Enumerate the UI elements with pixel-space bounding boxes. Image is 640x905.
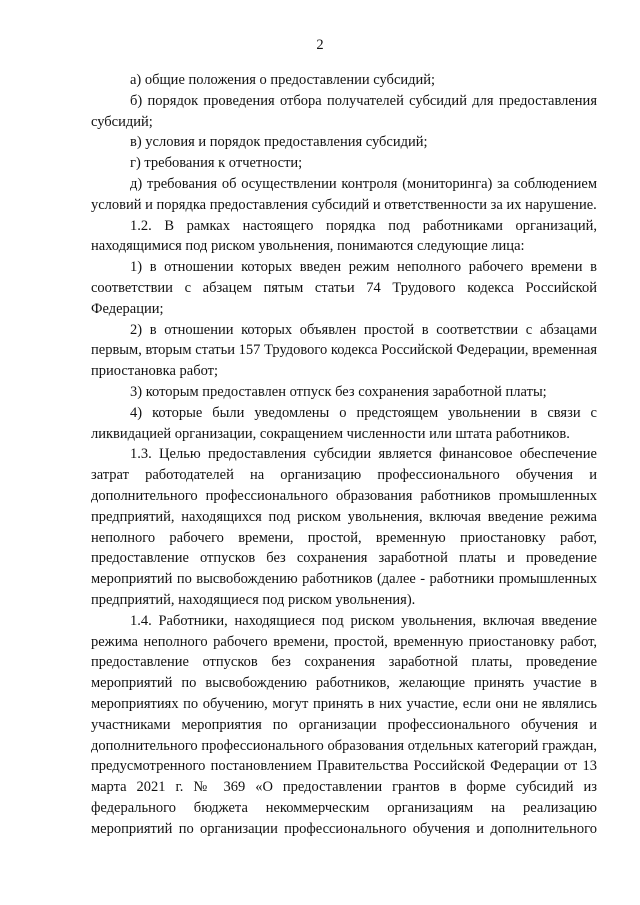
paragraph-selection-procedure: б) порядок проведения отбора получателей субсидий для предоставления субсидий; bbox=[91, 92, 597, 130]
document-body bbox=[91, 70, 597, 839]
paragraph-subsidy-general: а) общие положения о предоставлении субсидий; bbox=[130, 72, 436, 88]
paragraph-1-4: 1.4. Работники, находящиеся под риском увольнения, включая введение режима неполного рабочего времени, простой, временную приостановку работ, предоставление отпусков без сохранения заработной платы, проведение мероприятий по высвобождению работников, желающие принять участие в мероприятиях по обучению, могут принять в них участие, если они не являлись участниками мероприятия по организации профессионального обучения и дополнительного профессионального образования отдельных категорий граждан, предусмотренного постановлением Правительства Российской Федерации от 13 марта 2021 г. № 369 «О предоставлении грантов в форме субсидий из федерального бюджета некоммерческим организациям на реализацию мероприятий по организации профессионального обучения и дополнительного bbox=[91, 612, 597, 837]
paragraph-1-2: 1.2. В рамках настоящего порядка под работниками организаций, находящимися под риском увольнения, понимаются следующие лица: bbox=[91, 217, 597, 255]
paragraph-reporting: г) требования к отчетности; bbox=[130, 155, 303, 172]
page-number: 2 bbox=[316, 37, 324, 53]
paragraph-control: д) требования об осуществлении контроля (мониторинга) за соблюдением условий и порядка предоставления субсидий и ответственности за их нарушение. bbox=[91, 175, 597, 213]
paragraph-1-3: 1.3. Целью предоставления субсидии является финансовое обеспечение затрат работодателей на организацию профессионального обучения и дополнительного профессионального образования работников промышленных предприятий, находящихся под риском увольнения, включая введение режима неполного рабочего времени, простой, временную приостановку работ, предоставление отпусков без сохранения заработной платы и проведение мероприятий по высвобождению работников (далее - работники промышленных предприятий, находящиеся под риском увольнения). bbox=[91, 446, 597, 608]
paragraph-item-1: 1) в отношении которых введен режим неполного рабочего времени в соответствии с абзацем пятым статьи 74 Трудового кодекса Российской Федерации; bbox=[91, 259, 597, 317]
paragraph-item-2: 2) в отношении которых объявлен простой в соответствии с абзацами первым, вторым статьи 157 Трудового кодекса Российской Федерации, временная приостановка работ; bbox=[91, 321, 597, 380]
paragraph-item-3: 3) которым предоставлен отпуск без сохранения заработной платы; bbox=[130, 383, 547, 400]
paragraph-conditions: в) условия и порядок предоставления субсидий; bbox=[130, 134, 428, 151]
paragraph-item-4: 4) которые были уведомлены о предстоящем увольнении в связи с ликвидацией организации, сокращением численности или штата работников. bbox=[91, 404, 597, 442]
